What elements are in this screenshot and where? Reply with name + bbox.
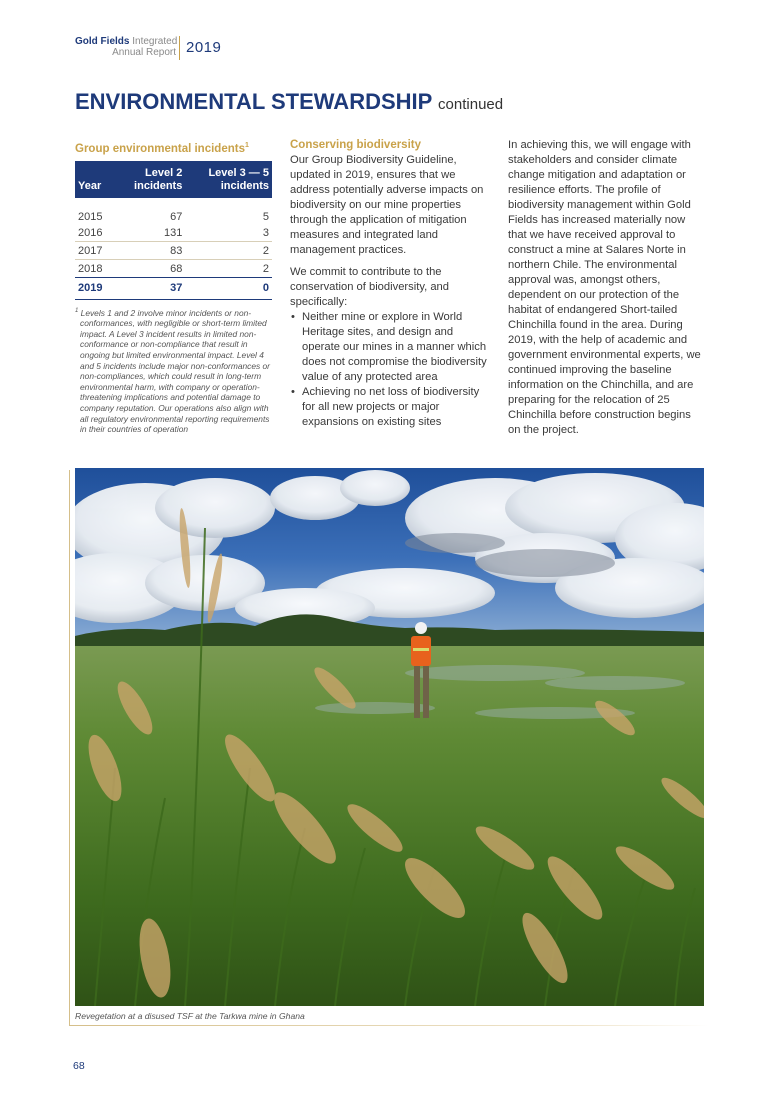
- cell-level2: 131: [163, 226, 183, 239]
- table-row: [75, 225, 272, 242]
- page-number: 68: [73, 1060, 85, 1072]
- cell-year: 2019: [75, 277, 115, 299]
- cell-year: 2018: [75, 259, 115, 277]
- cell-level35: 5: [262, 210, 269, 223]
- brand-subtitle: Annual Report: [112, 47, 176, 58]
- col-level2-header: Level 2 incidents: [115, 161, 186, 198]
- biodiversity-para-1: Our Group Biodiversity Guideline, updated in 2019, ensures that we address potentially adverse impacts on biodiversity on our mine properties through the application of mitigation measures and integrated land management practices.: [290, 154, 484, 256]
- page-title: [75, 89, 503, 115]
- col-level35-header: Level 3 — 5 incidents: [185, 161, 272, 198]
- table-header-row: [75, 161, 272, 198]
- cell-level2: 37: [115, 277, 186, 299]
- cell-level2: 83: [115, 241, 186, 259]
- list-item: • Achieving no net loss of biodiversity for all new projects or major expansions on existing sites: [290, 385, 489, 430]
- table-row: [75, 241, 272, 259]
- table-row-highlight: [75, 277, 272, 299]
- table-row: [75, 259, 272, 277]
- photo-frame-left: [69, 470, 70, 1026]
- incidents-column: [75, 138, 272, 435]
- photo-illustration: [75, 468, 704, 1006]
- cell-level2: 68: [115, 259, 186, 277]
- biodiversity-heading: Conserving biodiversity: [290, 139, 422, 151]
- cell-level35: 2: [185, 259, 272, 277]
- chinchilla-column: [508, 138, 706, 445]
- revegetation-photo: [75, 468, 704, 1006]
- header-divider: [179, 36, 180, 60]
- table-footnote: $^1$ Levels 1 and 2 involve minor incidents or non-conformances, with negligible or short-term limited impact. A Level 3 incident results in limited non-conformance or non-compliance that result in ongoing but limited environmental impact. Level 4 and 5 incidents include major non-conformances or non-compliances, which could result in long-term environmental harm, with company or operation-threatening implications and potential damage to company reputation. Our operations also align with all regulatory environmental reporting requirements in their countries of operation: [75, 307, 270, 435]
- cell-year: 2017: [75, 241, 115, 259]
- cell-level35: 0: [185, 277, 272, 299]
- list-item: • Neither mine or explore in World Heritage sites, and design and operate our mines in a manner which does not compromise the biodiversity value of any protected area: [290, 310, 489, 385]
- page-title-continued: continued: [438, 96, 504, 113]
- photo-frame-bottom: [69, 1025, 709, 1026]
- cell-year: 2015: [78, 210, 103, 223]
- biodiversity-column: [290, 138, 489, 430]
- commitment-list: [290, 310, 489, 430]
- cell-level35: 2: [185, 241, 272, 259]
- chinchilla-paragraph: In achieving this, we will engage with stakeholders and consider climate change mitigation and adaptation or resilience efforts. The profile of biodiversity management within Gold Fields has increased materially now that we have received approval to construct a mine at Salares Norte in northern Chile. The environmental approval was, amongst others, dependent on our protection of the habitat of endangered Short-tailed Chinchilla found in the area. During 2019, with the help of academic and government environmental experts, we continued improving the baseline information on the Chinchilla, and are preparing for the relocation of 25 Chinchilla before construction begins on the project.: [508, 139, 701, 436]
- page-title-main: ENVIRONMENTAL STEWARDSHIP: [75, 89, 432, 114]
- brand-name: Gold Fields: [75, 36, 130, 47]
- cell-level2: 67: [170, 210, 183, 223]
- report-year: 2019: [186, 39, 222, 56]
- incidents-heading: Group environmental incidents$^1$: [75, 142, 249, 155]
- col-year-header: Year: [75, 161, 115, 198]
- report-header: [75, 36, 225, 64]
- cell-level35: 3: [262, 226, 269, 239]
- photo-caption: Revegetation at a disused TSF at the Tarkwa mine in Ghana: [75, 1011, 305, 1021]
- cell-year: 2016: [78, 226, 103, 239]
- table-row: [75, 198, 272, 225]
- biodiversity-para-2: We commit to contribute to the conservation of biodiversity, and specifically:: [290, 266, 449, 308]
- incidents-table: [75, 161, 272, 300]
- brand-integrated: Integrated: [132, 36, 178, 47]
